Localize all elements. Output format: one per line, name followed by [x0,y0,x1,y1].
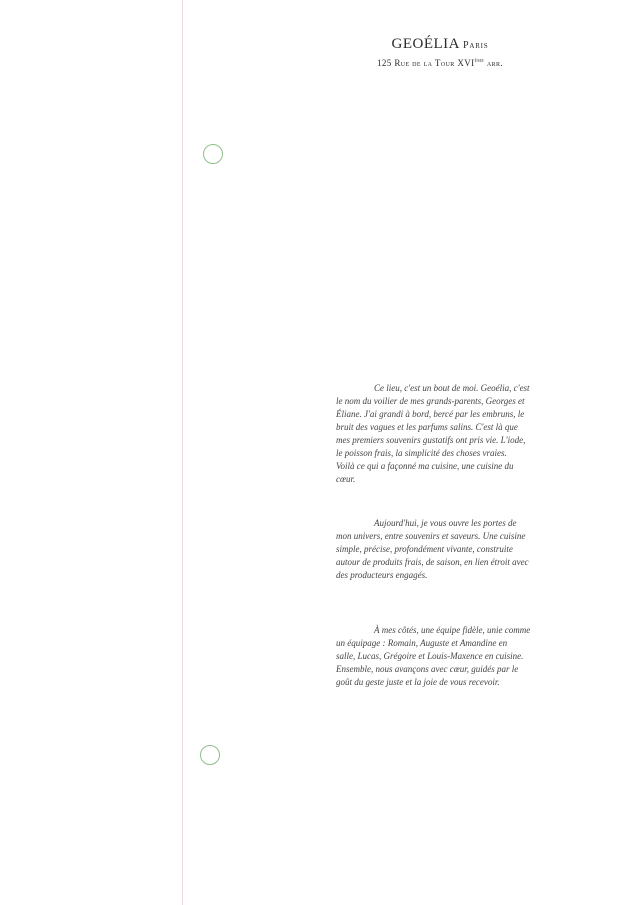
binder-hole-top [203,144,223,164]
text-line: Voilà ce qui a façonné ma cuisine, une cuisine du [336,461,514,471]
address-ordinal: ème [474,59,485,64]
text-line: des producteurs engagés. [336,570,428,580]
text-line: le nom du voilier de mes grands-parents, Georges et [336,396,525,406]
text-line: Ensemble, nous avançons avec cœur, guidés par le [336,664,519,674]
text-line: autour de produits frais, de saison, en lien étroit avec [336,557,529,567]
text-line: mon univers, entre souvenirs et saveurs. Une cuisine [336,531,526,541]
address-line [360,56,520,69]
paragraph-universe [336,517,548,582]
text-line: bruit des vagues et les parfums salins. C'est là que [336,422,518,432]
text-line: Éliane. J'ai grandi à bord, bercé par les embruns, le [336,409,525,419]
brand-name: GEOÉLIA [391,36,460,52]
paragraph-team [336,624,548,689]
text-line: salle, Lucas, Grégoire et Louis-Maxence en cuisine. [336,651,524,661]
text-line: cœur. [336,474,356,484]
text-line: mes premiers souvenirs gustatifs ont pris vie. L'iode, [336,435,526,445]
address-prefix: 125 Rue de la Tour XVI [376,58,475,68]
text-line: simple, précise, profondément vivante, construite [336,544,513,554]
text-line: Aujourd'hui, je vous ouvre les portes de [374,518,517,528]
text-line: le poisson frais, la simplicité des choses vraies. [336,448,507,458]
paragraph-intro [336,382,548,486]
margin-line [182,0,183,905]
text-line: À mes côtés, une équipe fidèle, unie comme [374,625,531,635]
text-line: Ce lieu, c'est un bout de moi. Geoélia, c'est [374,383,530,393]
text-line: un équipage : Romain, Auguste et Amandine en [336,638,508,648]
brand-city: Paris [462,40,489,51]
binder-hole-bottom [200,745,220,765]
text-line: goût du geste juste et la joie de vous recevoir. [336,677,500,687]
brand-line [360,35,520,55]
page-header [360,35,520,69]
address-end: arr. [486,58,504,68]
